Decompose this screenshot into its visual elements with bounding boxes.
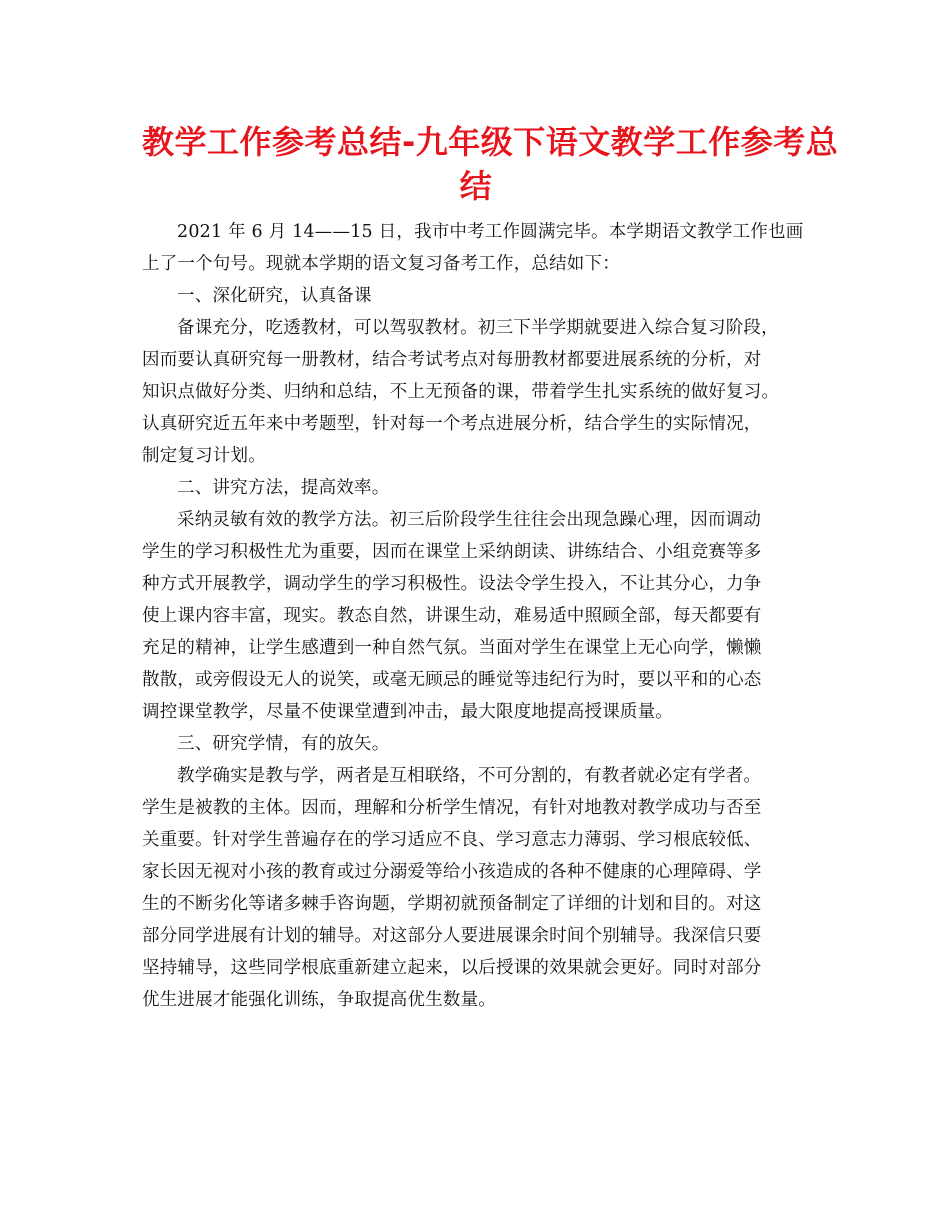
document-body <box>142 216 810 1016</box>
paragraph <box>142 728 810 760</box>
paragraph-line: 2021 年 6 月 14——15 日，我市中考工作圆满完毕。本学期语文教学工作也画 <box>177 222 804 242</box>
paragraph-line: 知识点做好分类、归纳和总结，不上无预备的课，带着学生扎实系统的做好复习。 <box>142 382 780 402</box>
paragraph-line: 采纳灵敏有效的教学方法。初三后阶段学生往往会出现急躁心理，因而调动 <box>177 510 762 530</box>
paragraph <box>142 280 810 312</box>
paragraph-line: 家长因无视对小孩的教育或过分溺爱等给小孩造成的各种不健康的心理障碍、学 <box>142 862 762 882</box>
title-line-1: 教学工作参考总结-九年级下语文教学工作参考总 <box>142 123 839 161</box>
paragraph-line: 调控课堂教学，尽量不使课堂遭到冲击，最大限度地提高授课质量。 <box>142 702 673 722</box>
paragraph-line: 上了一个句号。现就本学期的语文复习备考工作，总结如下： <box>142 254 620 274</box>
paragraph-line: 二、讲究方法，提高效率。 <box>177 478 390 498</box>
paragraph-line: 备课充分，吃透教材，可以驾驭教材。初三下半学期就要进入综合复习阶段， <box>177 318 779 338</box>
paragraph-line: 部分同学进展有计划的辅导。对这部分人要进展课余时间个别辅导。我深信只要 <box>142 926 762 946</box>
paragraph-line: 教学确实是教与学，两者是互相联络，不可分割的，有教者就必定有学者。 <box>177 766 762 786</box>
paragraph-line: 充足的精神，让学生感遭到一种自然气氛。当面对学生在课堂上无心向学，懒懒 <box>142 638 762 658</box>
paragraph-line: 制定复习计划。 <box>142 446 266 466</box>
paragraph-line: 一、深化研究，认真备课 <box>177 286 372 306</box>
paragraph-line: 三、研究学情，有的放矢。 <box>177 734 390 754</box>
paragraph <box>142 216 810 280</box>
paragraph-line: 学生是被教的主体。因而，理解和分析学生情况，有针对地教对教学成功与否至 <box>142 798 762 818</box>
paragraph-line: 散散，或旁假设无人的说笑，或毫无顾忌的睡觉等违纪行为时，要以平和的心态 <box>142 670 762 690</box>
title-line-2: 结 <box>459 167 493 205</box>
paragraph-line: 生的不断劣化等诸多棘手咨询题，学期初就预备制定了详细的计划和目的。对这 <box>142 894 762 914</box>
document-title <box>142 120 839 208</box>
paragraph-line: 认真研究近五年来中考题型，针对每一个考点进展分析，结合学生的实际情况， <box>142 414 762 434</box>
paragraph-line: 使上课内容丰富，现实。教态自然，讲课生动，难易适中照顾全部，每天都要有 <box>142 606 762 626</box>
paragraph-line: 坚持辅导，这些同学根底重新建立起来，以后授课的效果就会更好。同时对部分 <box>142 958 762 978</box>
paragraph <box>142 760 810 1016</box>
paragraph-line: 学生的学习积极性尤为重要，因而在课堂上采纳朗读、讲练结合、小组竞赛等多 <box>142 542 762 562</box>
paragraph-line: 关重要。针对学生普遍存在的学习适应不良、学习意志力薄弱、学习根底较低、 <box>142 830 762 850</box>
paragraph <box>142 504 810 728</box>
paragraph <box>142 472 810 504</box>
paragraph-line: 种方式开展教学，调动学生的学习积极性。设法令学生投入，不让其分心，力争 <box>142 574 762 594</box>
paragraph-line: 优生进展才能强化训练，争取提高优生数量。 <box>142 990 496 1010</box>
paragraph <box>142 312 810 472</box>
paragraph-line: 因而要认真研究每一册教材，结合考试考点对每册教材都要进展系统的分析，对 <box>142 350 762 370</box>
